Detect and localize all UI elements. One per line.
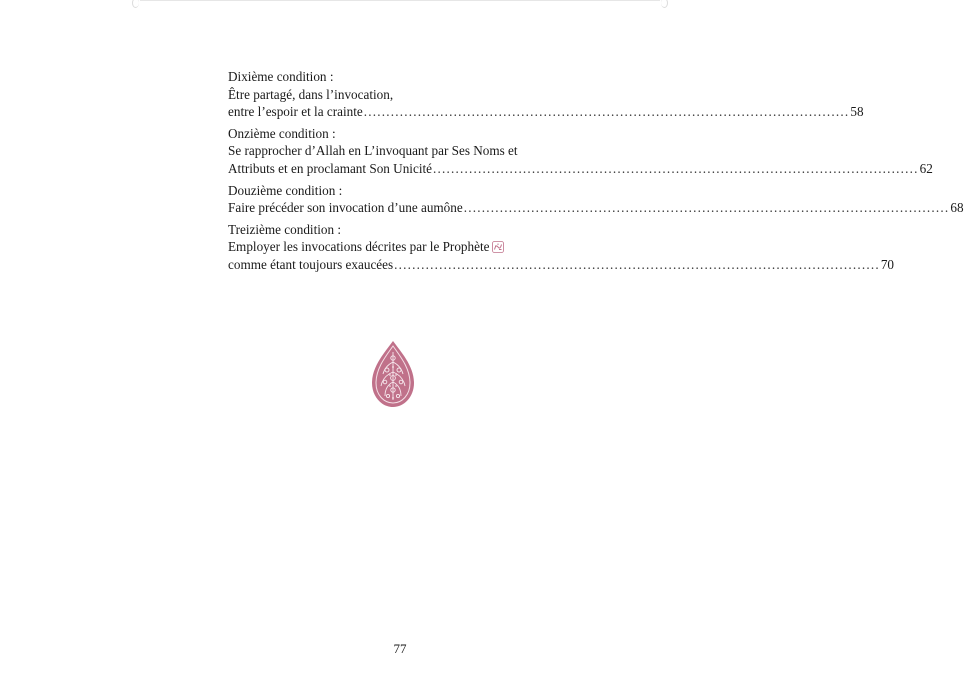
- dot-leader: ............................................................................................................: [394, 256, 880, 272]
- toc-entry-text: Faire précéder son invocation d’une aumône: [228, 200, 463, 216]
- page-number: 77: [393, 641, 407, 656]
- toc-entry-douzieme: [228, 182, 964, 217]
- toc-entry-leader-line: [228, 256, 895, 274]
- toc-page-number: 70: [880, 256, 895, 272]
- toc-entry-onzieme: [228, 125, 933, 178]
- toc-page-number: 68: [950, 200, 964, 216]
- teardrop-floral-ornament-icon: [371, 340, 415, 408]
- toc-entry-dixieme: [228, 68, 864, 121]
- previous-page-edge: [140, 0, 660, 5]
- toc-entry-line: Être partagé, dans l’invocation,: [228, 86, 394, 102]
- dot-leader: ............................................................................................................: [463, 200, 950, 216]
- toc-entry-heading: Onzième condition :: [228, 125, 336, 141]
- toc-page-number: 62: [919, 160, 933, 176]
- toc-entry-leader-line: [228, 160, 933, 178]
- toc-entry-heading: Treizième condition :: [228, 221, 342, 237]
- dot-leader: ............................................................................................................: [363, 104, 850, 120]
- toc-entry-line: [228, 238, 572, 256]
- toc-page-number: 58: [850, 104, 864, 120]
- toc-entry-text: comme étant toujours exaucées: [228, 256, 394, 272]
- toc-entry-text: Attributs et en proclamant Son Unicité: [228, 160, 432, 176]
- toc-entry-heading: Dixième condition :: [228, 69, 334, 84]
- toc-entry-leader-line: [228, 103, 864, 121]
- toc-entry-line: Se rapprocher d’Allah en L’invoquant par Ses Noms et: [228, 143, 518, 159]
- calligraphic-eulogy-icon: [492, 241, 504, 253]
- toc-entry-treizieme: [228, 221, 895, 274]
- table-of-contents: [228, 68, 964, 278]
- toc-entry-line-text: Employer les invocations décrites par le Prophète: [228, 239, 490, 255]
- toc-entry-heading: Douzième condition :: [228, 182, 343, 198]
- dot-leader: ............................................................................................................: [433, 160, 919, 176]
- toc-entry-text: entre l’espoir et la crainte: [228, 104, 363, 120]
- toc-entry-leader-line: [228, 199, 964, 217]
